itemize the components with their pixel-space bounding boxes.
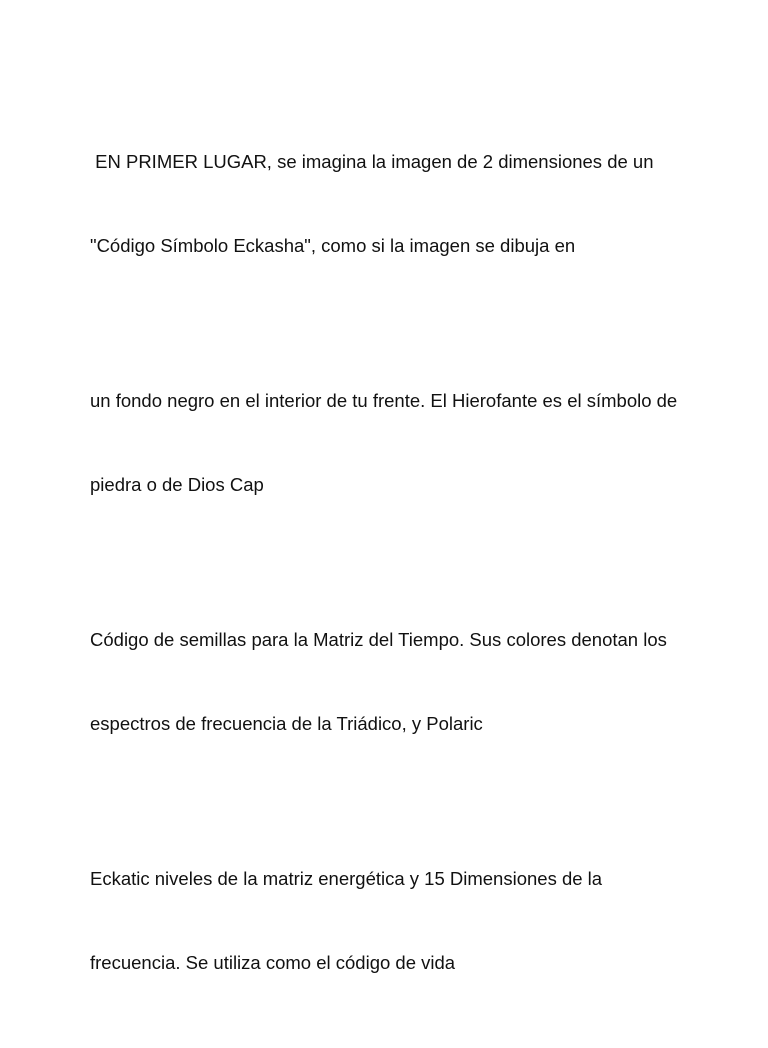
- paragraph-line: frecuencia. Se utiliza como el código de vida: [90, 952, 456, 973]
- paragraph-line: espectros de frecuencia de la Triádico, y Polaric: [90, 713, 483, 734]
- paragraph-line: Código de semillas para la Matriz del Tiempo. Sus colores denotan los: [90, 629, 667, 650]
- paragraph-line: piedra o de Dios Cap: [90, 474, 264, 495]
- paragraph-2: [90, 331, 700, 555]
- paragraph-4: [90, 809, 700, 1033]
- paragraph-line: EN PRIMER LUGAR, se imagina la imagen de 2 dimensiones de un: [90, 151, 654, 172]
- paragraph-line: Eckatic niveles de la matriz energética y 15 Dimensiones de la: [90, 868, 603, 889]
- document-body: [90, 92, 700, 1048]
- paragraph-1: [90, 92, 700, 316]
- paragraph-line: "Código Símbolo Eckasha", como si la imagen se dibuja en: [90, 235, 576, 256]
- paragraph-3: [90, 570, 700, 794]
- paragraph-line: un fondo negro en el interior de tu frente. El Hierofante es el símbolo de: [90, 390, 678, 411]
